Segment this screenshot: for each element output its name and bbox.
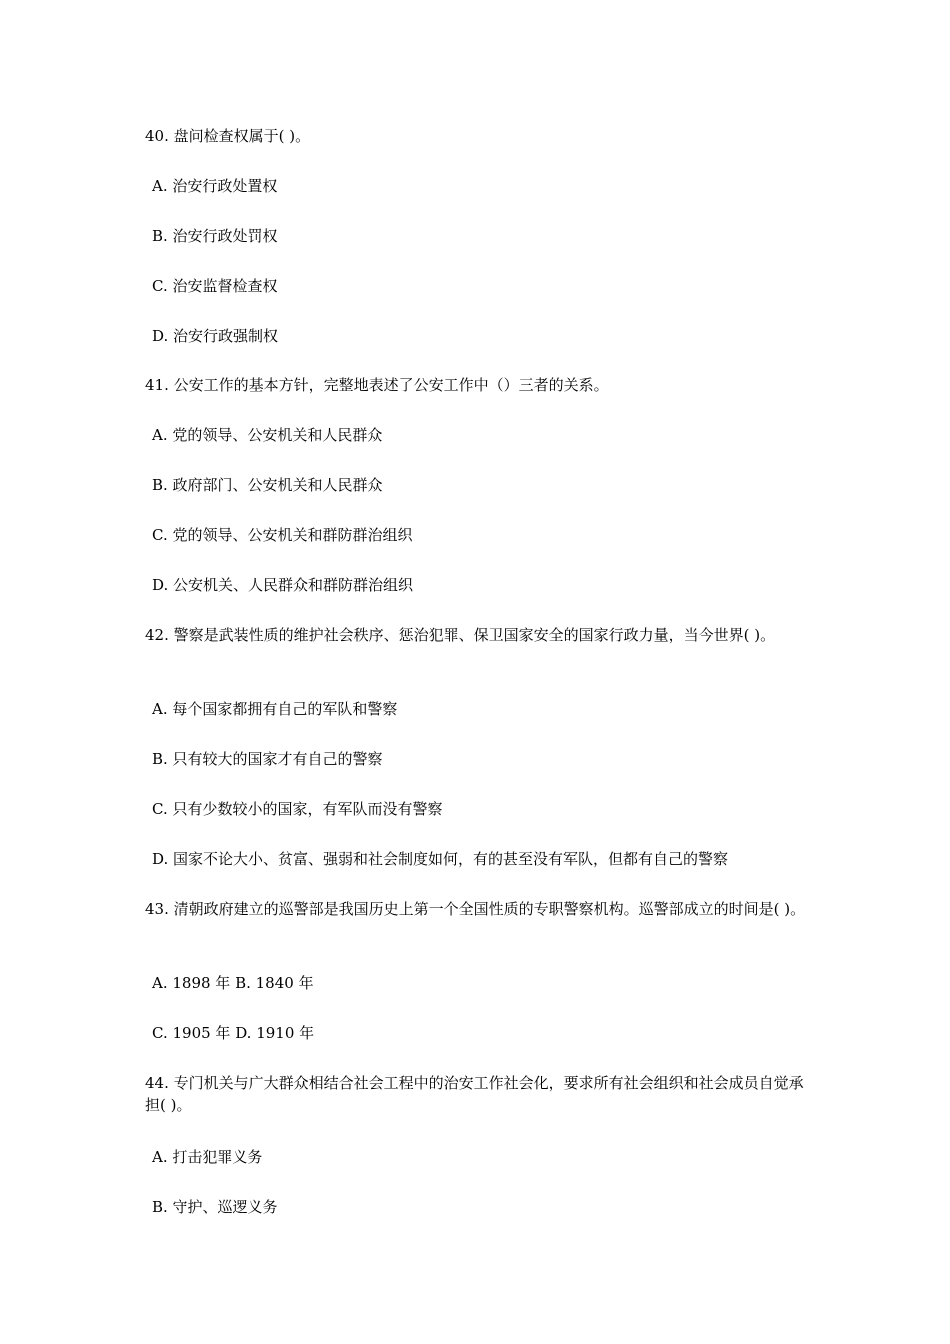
question-40-option-d: D. 治安行政强制权 xyxy=(152,327,279,345)
question-42-option-d: D. 国家不论大小、贫富、强弱和社会制度如何，有的甚至没有军队，但都有自己的警察 xyxy=(152,850,729,868)
question-44-option-b: B. 守护、巡逻义务 xyxy=(152,1198,278,1216)
question-42-option-b: B. 只有较大的国家才有自己的警察 xyxy=(152,750,383,768)
question-42-stem: 42. 警察是武装性质的维护社会秩序、惩治犯罪、保卫国家安全的国家行政力量，当今世界( )。 xyxy=(145,626,776,644)
question-41-option-b: B. 政府部门、公安机关和人民群众 xyxy=(152,476,383,494)
question-42-option-c: C. 只有少数较小的国家，有军队而没有警察 xyxy=(152,800,443,818)
question-41-stem: 41. 公安工作的基本方针，完整地表述了公安工作中（）三者的关系。 xyxy=(145,376,609,394)
question-41-option-a: A. 党的领导、公安机关和人民群众 xyxy=(152,426,383,444)
question-43-options-ab: A. 1898 年 B. 1840 年 xyxy=(152,974,314,992)
question-40-stem: 40. 盘问检查权属于( )。 xyxy=(145,127,311,145)
question-40-option-b: B. 治安行政处罚权 xyxy=(152,227,278,245)
question-40-option-c: C. 治安监督检查权 xyxy=(152,277,278,295)
question-42-option-a: A. 每个国家都拥有自己的军队和警察 xyxy=(152,700,398,718)
question-43-options-cd: C. 1905 年 D. 1910 年 xyxy=(152,1024,315,1042)
question-44-stem: 44. 专门机关与广大群众相结合社会工程中的治安工作社会化，要求所有社会组织和社会成员自觉承担( )。 xyxy=(145,1074,804,1114)
question-40-option-a: A. 治安行政处置权 xyxy=(152,177,278,195)
question-41-option-c: C. 党的领导、公安机关和群防群治组织 xyxy=(152,526,413,544)
question-44-option-a: A. 打击犯罪义务 xyxy=(152,1148,263,1166)
question-41-option-d: D. 公安机关、人民群众和群防群治组织 xyxy=(152,576,414,594)
question-43-stem: 43. 清朝政府建立的巡警部是我国历史上第一个全国性质的专职警察机构。巡警部成立的时间是( )。 xyxy=(145,900,806,918)
